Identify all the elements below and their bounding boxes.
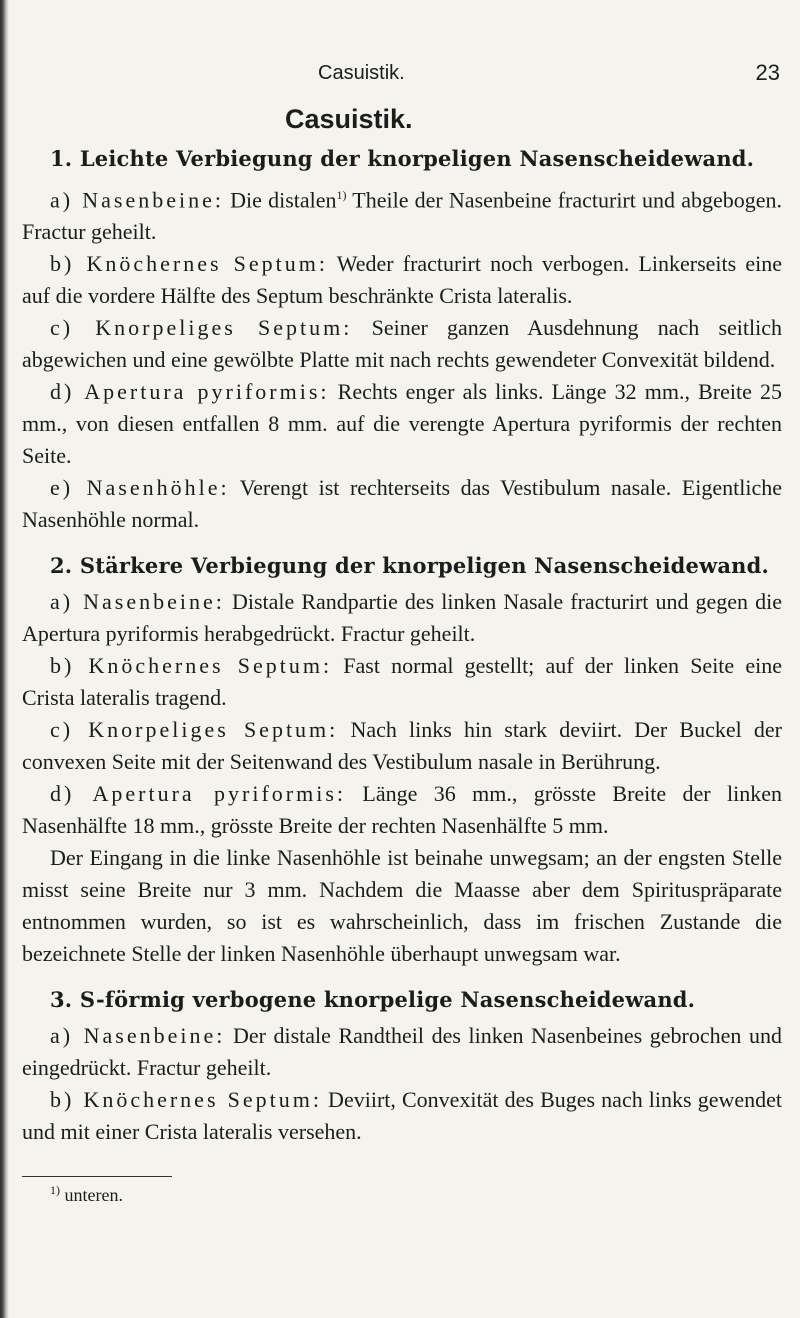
item-text: Rechts enger als links. Länge 32 mm., Breite 25 mm., von diesen entfallen 8 mm. auf die verengte Apertura pyriformis der rechten Seite. (22, 379, 782, 469)
footnote-rule (22, 1176, 172, 1177)
case-item (22, 179, 782, 248)
case-item (22, 842, 782, 970)
item-label: c) Knorpeliges Septum: (50, 717, 339, 743)
chapter-title: Casuistik. (285, 104, 413, 134)
item-text: Die distalen (224, 187, 337, 213)
running-head (22, 60, 782, 94)
item-label: d) Apertura pyriformis: (50, 379, 330, 405)
item-text: Der Eingang in die linke Nasenhöhle ist beinahe unwegsam; an der engsten Stelle misst seine Breite nur 3 mm. Nachdem die Maasse aber dem Spirituspräparate entnommen wurden, so ist es wahrscheinlich, dass im frischen Zustande die bezeichnete Stelle der linken Nasenhöhle überhaupt unwegsam war. (22, 845, 782, 967)
page-binding-edge (0, 0, 9, 1318)
item-text: Weder fracturirt noch verbogen. Linkerseits eine auf die vordere Hälfte des Septum beschränkte Crista lateralis. (22, 251, 782, 309)
case-item (22, 1084, 782, 1148)
item-text: Der distale Randtheil des linken Nasenbeines gebrochen und eingedrückt. Fractur geheilt. (22, 1023, 782, 1081)
item-label: a) Nasenbeine: (50, 1023, 226, 1049)
case-item (22, 248, 782, 312)
footnote-mark: 1) (336, 188, 347, 202)
case-item (22, 312, 782, 376)
item-text: Fast normal gestellt; auf der linken Seite eine Crista lateralis tragend. (22, 653, 783, 711)
item-label: a) Nasenbeine: (50, 187, 224, 213)
item-label: a) Nasenbeine: (50, 589, 225, 615)
book-page (22, 60, 782, 1206)
item-text: Verengt ist rechterseits das Vestibulum nasale. Eigentliche Nasenhöhle normal. (22, 475, 782, 533)
case-section-3 (22, 984, 782, 1148)
item-label: b) Knöchernes Septum: (50, 251, 329, 277)
case-item (22, 586, 782, 650)
case-section-1 (22, 143, 782, 536)
item-label: e) Nasenhöhle: (50, 475, 230, 501)
item-label: c) Knorpeliges Septum: (50, 315, 353, 341)
case-section-2 (22, 550, 782, 970)
footnote-text: unteren. (60, 1185, 123, 1206)
running-title: Casuistik. (318, 62, 405, 84)
item-text: Nach links hin stark deviirt. Der Buckel der convexen Seite mit der Seitenwand des Vestibulum nasale in Berührung. (22, 717, 782, 775)
item-text: Deviirt, Convexität des Buges nach links gewendet und mit einer Crista lateralis versehen. (22, 1087, 782, 1145)
case-item (22, 650, 782, 714)
section-heading: 3. S-förmig verbogene knorpelige Nasenscheidewand. (50, 987, 696, 1013)
case-item (22, 1020, 782, 1084)
item-text: Länge 36 mm., grösste Breite der linken Nasenhälfte 18 mm., grösste Breite der rechten Nasenhälfte 5 mm. (22, 781, 782, 839)
page-number: 23 (755, 60, 780, 85)
item-text-continued: Theile der Nasenbeine fracturirt und abgebogen. Fractur geheilt. (22, 187, 782, 245)
item-text: Distale Randpartie des linken Nasale fracturirt und gegen die Apertura pyriformis herabgedrückt. Fractur geheilt. (22, 589, 782, 647)
item-label: d) Apertura pyriformis: (50, 781, 347, 807)
case-item (22, 714, 782, 778)
case-item (22, 472, 782, 536)
item-label: b) Knöchernes Septum: (50, 1087, 322, 1113)
footnote-mark: 1) (50, 1183, 60, 1198)
item-label: b) Knöchernes Septum: (50, 653, 333, 679)
footnote (22, 1183, 782, 1206)
case-item (22, 778, 782, 842)
section-heading: 2. Stärkere Verbiegung der knorpeligen Nasenscheidewand. (50, 553, 770, 579)
case-item (22, 376, 782, 472)
item-text: Seiner ganzen Ausdehnung nach seitlich abgewichen und eine gewölbte Platte mit nach rechts gewendeter Convexität bildend. (22, 315, 782, 373)
section-heading: 1. Leichte Verbiegung der knorpeligen Nasenscheidewand. (50, 146, 755, 171)
